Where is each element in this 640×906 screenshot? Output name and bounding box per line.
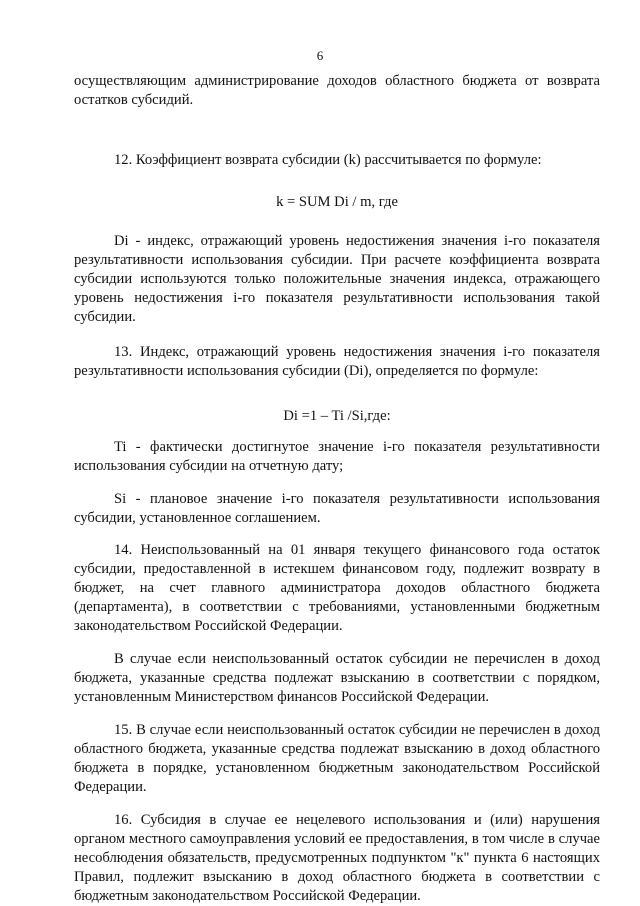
paragraph-12: 12. Коэффициент возврата субсидии (k) рассчитывается по формуле: — [114, 152, 542, 168]
definition-ti: Ti - фактически достигнутое значение i-го показателя результативности использования субсидии на отчетную дату; — [74, 439, 600, 474]
paragraph-16: 16. Субсидия в случае ее нецелевого использования и (или) нарушения органом местного самоуправления условий ее предоставления, в том числе в случае несоблюдения обязательств, предусмотренных подпунктом "к" пункта 6 настоящих Правил, подлежит взысканию в доход областного бюджета в соответствии с бюджетным законодательством Российской Федерации. — [74, 812, 600, 904]
paragraph-15: 15. В случае если неиспользованный остаток субсидии не перечислен в доход областного бюджета, указанные средства подлежат взысканию в доход областного бюджета в порядке, установленном бюджетным законодательством Российской Федерации. — [74, 722, 600, 795]
paragraph-continuation: осуществляющим администрирование доходов областного бюджета от возврата остатков субсидий. — [74, 73, 600, 108]
paragraph-13: 13. Индекс, отражающий уровень недостижения значения i-го показателя результативности использования субсидии (Di), определяется по формуле: — [74, 344, 600, 379]
document-body — [74, 72, 600, 906]
definition-di: Di - индекс, отражающий уровень недостижения значения i-го показателя результативности использования субсидии. При расчете коэффициента возврата субсидии используются только положительные значения индекса, отражающего уровень недостижения i-го показателя результативности использования такой субсидии. — [74, 233, 600, 325]
formula-k: k = SUM Di / m, где — [276, 194, 398, 210]
formula-di: Di =1 – Ti /Si,где: — [283, 408, 391, 424]
definition-si: Si - плановое значение i-го показателя результативности использования субсидии, установленное соглашением. — [74, 491, 600, 526]
paragraph-14-continuation: В случае если неиспользованный остаток субсидии не перечислен в доход бюджета, указанные средства подлежат взысканию в соответствии с порядком, установленным Министерством финансов Российской Федерации. — [74, 651, 600, 705]
page-number: 6 — [316, 48, 324, 63]
paragraph-14: 14. Неиспользованный на 01 января текущего финансового года остаток субсидии, предоставленной в истекшем финансовом году, подлежит возврату в бюджет, на счет главного администратора доходов областного бюджета (департамента), в соответствии с требованиями, установленными бюджетным законодательством Российской Федерации. — [74, 542, 600, 634]
